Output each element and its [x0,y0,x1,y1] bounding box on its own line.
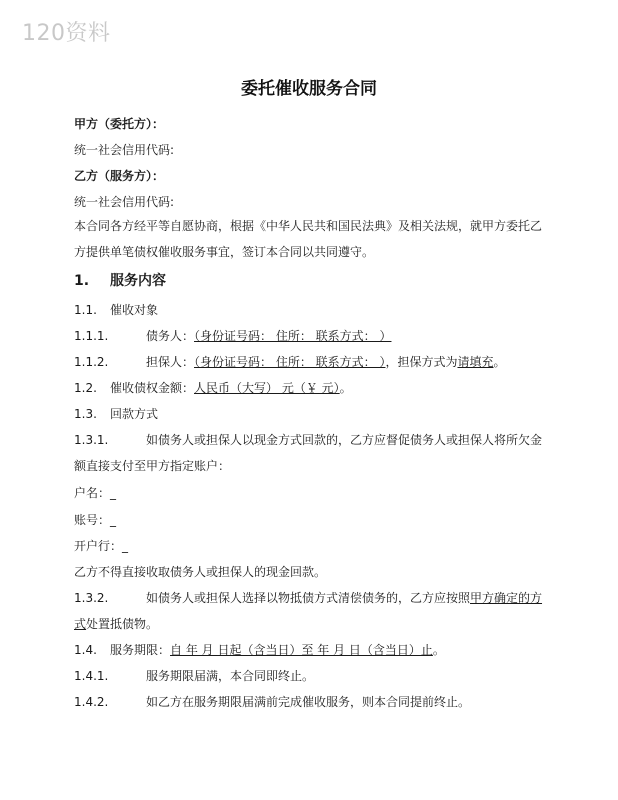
disposal-method-field: 甲方确定的方 [470,591,543,605]
clause-1-4 [74,641,445,658]
no-cash-notice: 乙方不得直接收取债务人或担保人的现金回款。 [74,565,327,579]
clause-1-1-2 [74,353,506,370]
clause-1-3 [74,405,158,422]
clause-number: 1.3.1. [74,433,109,447]
clause-1-2 [74,379,352,396]
debtor-label: 债务人： [146,329,195,343]
party-b-credit-code: 统一社会信用代码: [74,195,175,209]
clause-1-3-2-cont [74,615,158,632]
clause-1-3-1-cont: 额直接支付至甲方指定账户： [74,459,231,473]
account-name [74,484,116,501]
clause-1-4-1 [74,667,314,684]
account-name-label: 户名： [74,486,111,500]
clause-end: 。 [339,381,352,395]
clause-text: 处置抵债物。 [86,617,159,631]
clause-number: 1.3. [74,407,97,421]
guarantor-fill-field: （身份证号码： 住所： 联系方式： ） [194,355,386,369]
party-b-label: 乙方（服务方）： [74,169,165,183]
watermark: 120资料 [22,21,111,46]
clause-text: 催收对象 [110,303,159,317]
clause-number: 1.4.1. [74,669,109,683]
clause-number: 1.2. [74,381,97,395]
party-a-credit-code: 统一社会信用代码: [74,143,175,157]
clause-number: 1.4. [74,643,97,657]
term-fill-field: 自 年 月 日起（含当日）至 年 月 日（含当日）止 [170,643,433,657]
debtor-fill-field: （身份证号码： 住所： 联系方式： ） [194,329,392,343]
clause-text: 如债务人或担保人选择以物抵债方式清偿债务的，乙方应按照 [146,591,471,605]
account-number-blank: _ [110,513,117,527]
section-number: 1. [74,273,90,289]
clause-number: 1.3.2. [74,591,109,605]
clause-end: 。 [493,355,506,369]
account-bank-label: 开户行： [74,539,123,553]
clause-1-3-2 [74,589,542,606]
amount-label: 催收债权金额： [110,381,195,395]
clause-text: 服务期限届满，本合同即终止。 [146,669,315,683]
guarantor-label: 担保人： [146,355,195,369]
clause-1-1-1 [74,327,391,344]
account-name-blank: _ [110,486,117,500]
clause-1-3-1 [74,431,542,448]
clause-number: 1.1.1. [74,329,109,343]
clause-text: 如乙方在服务期限届满前完成催收服务，则本合同提前终止。 [146,695,471,709]
account-number-label: 账号： [74,513,111,527]
clause-text: 如债务人或担保人以现金方式回款的，乙方应督促债务人或担保人将所欠金 [146,433,543,447]
section-1-heading [74,270,166,290]
disposal-method-field-cont: 式 [74,617,87,631]
guarantee-method-field: 请填充 [457,355,494,369]
clause-number: 1.1.2. [74,355,109,369]
document-title: 委托催收服务合同 [241,79,377,99]
clause-text: 回款方式 [110,407,159,421]
intro-paragraph: 本合同各方经平等自愿协商，根据《中华人民共和国民法典》及相关法规，就甲方委托乙方提供单笔债权催收服务事宜，签订本合同以共同遵守。 [74,219,543,259]
account-number [74,511,116,528]
amount-fill-field: 人民币（大写） 元（￥ 元） [194,381,340,395]
clause-number: 1.1. [74,303,97,317]
term-label: 服务期限： [110,643,171,657]
guarantee-method-label: ，担保方式为 [385,355,458,369]
account-bank-blank: _ [122,539,129,553]
section-title: 服务内容 [110,273,166,289]
clause-number: 1.4.2. [74,695,109,709]
clause-1-4-2 [74,693,470,710]
clause-1-1 [74,301,158,318]
clause-end: 。 [432,643,445,657]
party-a-label: 甲方（委托方）： [74,117,165,131]
account-bank [74,537,128,554]
